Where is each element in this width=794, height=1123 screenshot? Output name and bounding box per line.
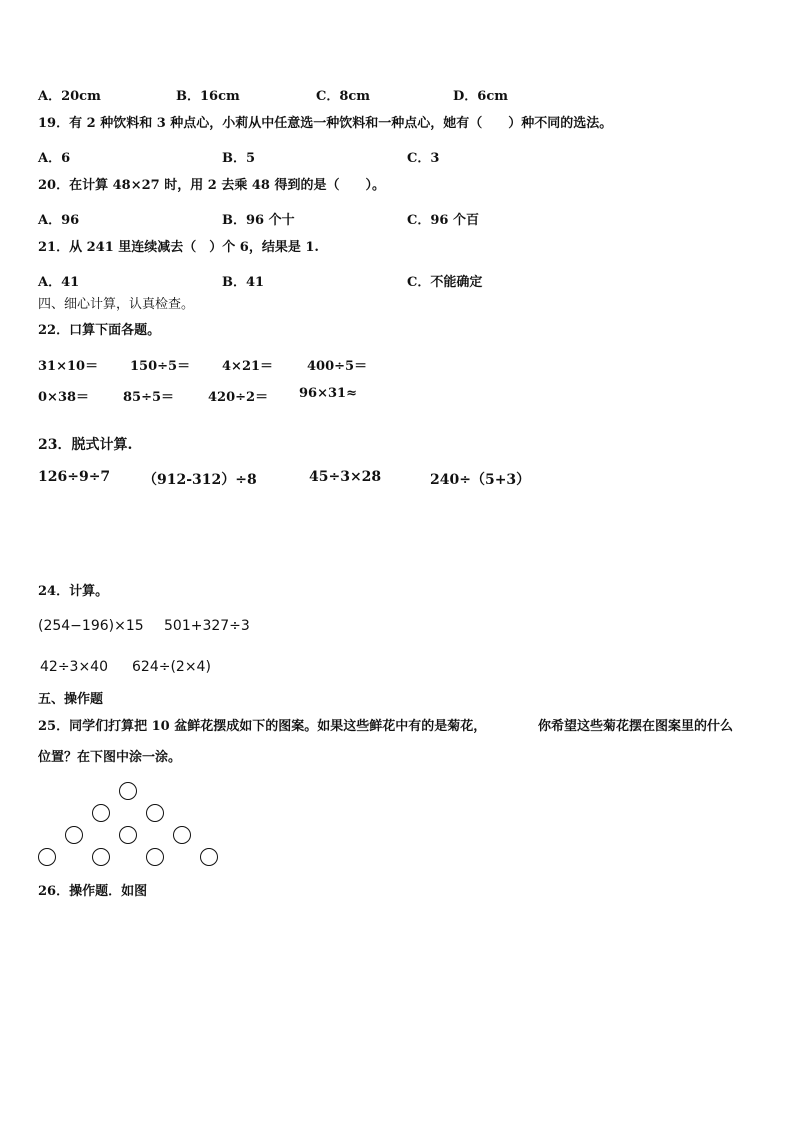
flower-circle[interactable] <box>39 849 56 866</box>
q22-item-6: 85÷5＝ <box>123 390 175 405</box>
q25-text-line2: 位置？在下图中涂一涂。 <box>38 750 182 765</box>
q20-text: 20．在计算 48×27 时，用 2 去乘 48 得到的是（ ）。 <box>38 178 385 193</box>
q19-text: 19．有 2 种饮料和 3 种点心，小莉从中任意选一种饮料和一种点心，她有（ ）种不同的选法。 <box>38 116 613 131</box>
q24-expr-1: (254−196)×15 <box>38 618 144 634</box>
q22-item-8: 96×31≈ <box>299 386 357 401</box>
q21-option-c: C．不能确定 <box>407 275 483 290</box>
q22-item-2: 150÷5＝ <box>130 359 191 374</box>
q22-text: 22．口算下面各题。 <box>38 323 161 338</box>
q21-option-b: B．41 <box>222 275 265 290</box>
flower-circle[interactable] <box>93 849 110 866</box>
q22-item-4: 400÷5＝ <box>307 359 368 374</box>
q20-option-b: B．96 个十 <box>222 213 295 228</box>
q23-text: 23．脱式计算. <box>38 437 133 453</box>
section-5-heading: 五、操作题 <box>38 692 104 707</box>
flower-circle[interactable] <box>66 827 83 844</box>
q24-expr-3: 42÷3×40 <box>40 659 108 675</box>
flower-circle[interactable] <box>120 783 137 800</box>
q18-option-b: B．16cm <box>176 89 240 104</box>
q25-text-line1a: 25．同学们打算把 10 盆鲜花摆成如下的图案。如果这些鲜花中有的是菊花， <box>38 719 487 734</box>
flower-circle[interactable] <box>93 805 110 822</box>
q23-item-1: 126÷9÷7 <box>38 469 111 485</box>
q18-option-c: C．8cm <box>316 89 371 104</box>
q18-option-d: D．6cm <box>453 89 508 104</box>
flower-circle[interactable] <box>201 849 218 866</box>
q26-text: 26．操作题．如图 <box>38 884 148 899</box>
q19-option-c: C．3 <box>407 151 440 166</box>
flower-circle[interactable] <box>147 805 164 822</box>
q20-option-c: C．96 个百 <box>407 213 479 228</box>
q22-item-3: 4×21＝ <box>222 359 274 374</box>
q23-item-3: 45÷3×28 <box>309 469 382 485</box>
q19-option-a: A．6 <box>38 151 71 166</box>
q21-text: 21．从 241 里连续减去（ ）个 6，结果是 1. <box>38 240 319 255</box>
q23-item-2: （912-312）÷8 <box>143 472 257 488</box>
q25-text-line1b: 你希望这些菊花摆在图案里的什么 <box>538 719 734 734</box>
q22-item-7: 420÷2＝ <box>208 390 269 405</box>
flower-circle[interactable] <box>147 849 164 866</box>
q23-item-4: 240÷（5+3） <box>430 472 531 488</box>
q19-option-b: B．5 <box>222 151 256 166</box>
q24-expr-4: 624÷(2×4) <box>132 659 211 675</box>
q24-text: 24．计算。 <box>38 584 109 599</box>
flower-circle[interactable] <box>120 827 137 844</box>
flower-pattern <box>30 775 230 875</box>
section-4-heading: 四、细心计算，认真检查。 <box>38 297 195 312</box>
q22-item-1: 31×10＝ <box>38 359 99 374</box>
q18-option-a: A．20cm <box>38 89 101 104</box>
flower-circle[interactable] <box>174 827 191 844</box>
q22-item-5: 0×38＝ <box>38 390 90 405</box>
q21-option-a: A．41 <box>38 275 80 290</box>
q20-option-a: A．96 <box>38 213 80 228</box>
q24-expr-2: 501+327÷3 <box>164 618 250 634</box>
